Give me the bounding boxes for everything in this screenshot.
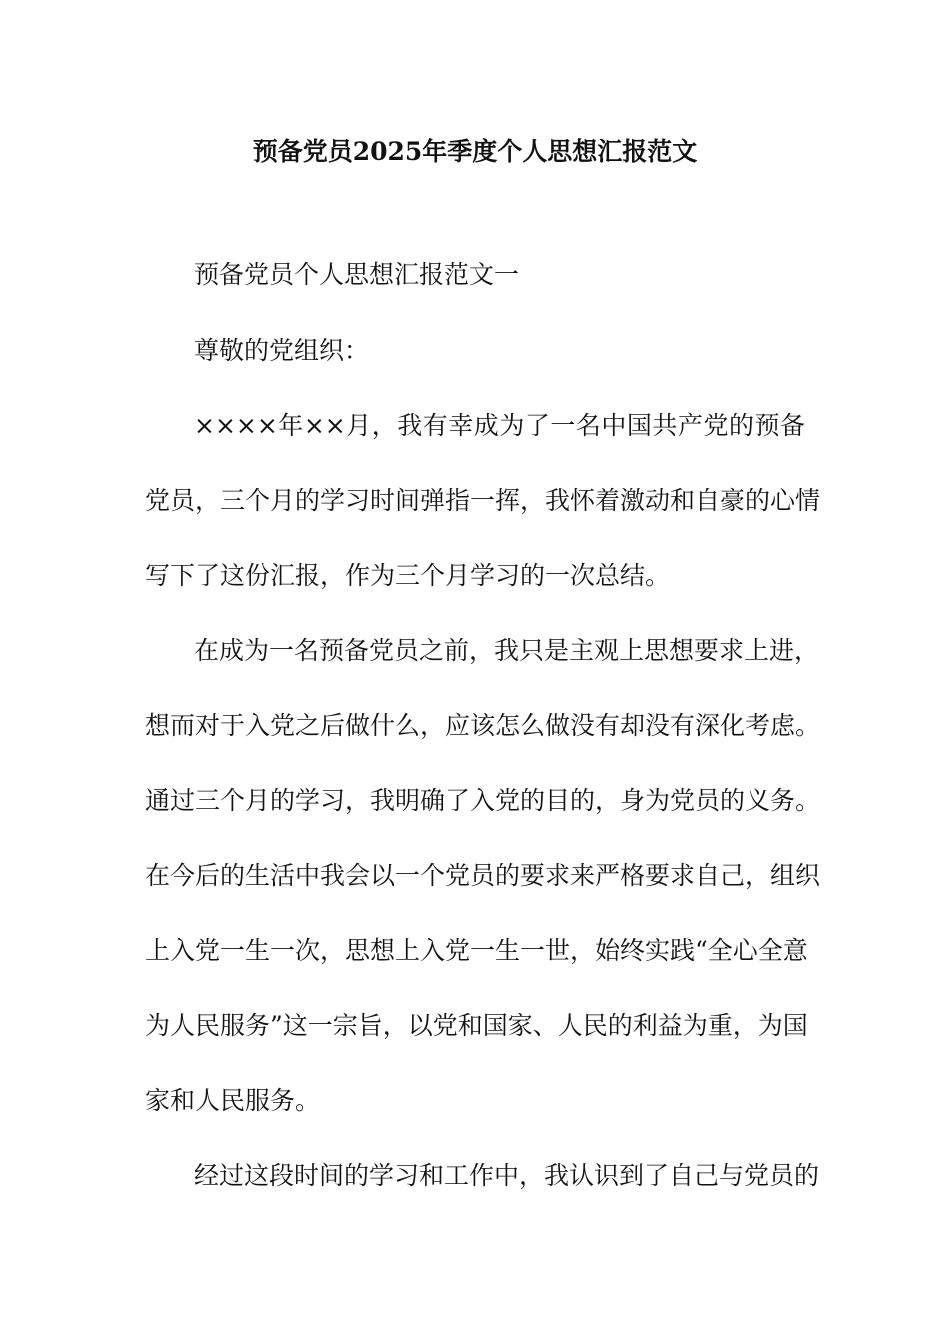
- paragraph-line: 为人民服务”这一宗旨，以党和国家、人民的利益为重，为国: [145, 1011, 808, 1040]
- section-heading: 预备党员个人思想汇报范文一: [194, 260, 520, 289]
- paragraph-line: ××××年××月，我有幸成为了一名中国共产党的预备: [194, 411, 805, 440]
- paragraph-line: 上入党一生一次，思想上入党一生一世，始终实践“全心全意: [145, 936, 808, 965]
- paragraph-line: 在今后的生活中我会以一个党员的要求来严格要求自己，组织: [145, 861, 821, 890]
- paragraph-line: 党员，三个月的学习时间弹指一挥，我怀着激动和自豪的心情: [145, 486, 821, 515]
- paragraph-line: 家和人民服务。: [145, 1086, 321, 1115]
- paragraph-line: 通过三个月的学习，我明确了入党的目的，身为党员的义务。: [145, 786, 821, 815]
- paragraph-line: 写下了这份汇报，作为三个月学习的一次总结。: [145, 561, 671, 590]
- document-title: 预备党员2025年季度个人思想汇报范文: [252, 137, 698, 166]
- paragraph-line: 在成为一名预备党员之前，我只是主观上思想要求上进，: [194, 636, 820, 665]
- paragraph-line: 想而对于入党之后做什么，应该怎么做没有却没有深化考虑。: [145, 711, 821, 740]
- salutation: 尊敬的党组织：: [194, 336, 370, 365]
- paragraph-line: 经过这段时间的学习和工作中，我认识到了自己与党员的: [194, 1161, 820, 1190]
